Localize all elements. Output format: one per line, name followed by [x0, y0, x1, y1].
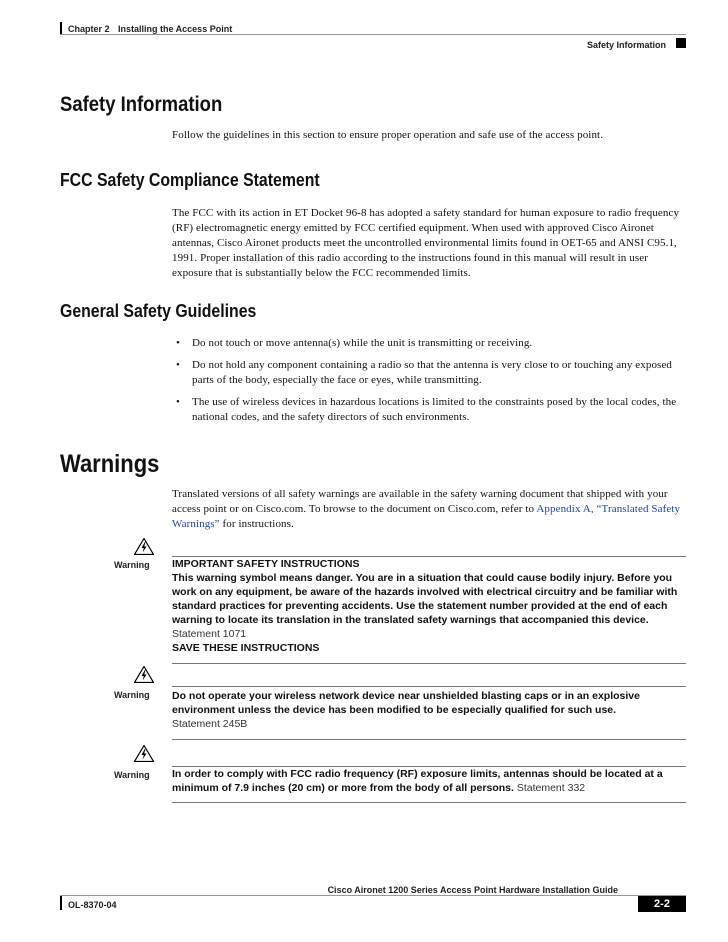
warning-icon [134, 538, 154, 555]
list-item [172, 395, 686, 425]
chapter-number: Chapter 2 [68, 24, 110, 34]
warning-footer: SAVE THESE INSTRUCTIONS [172, 642, 320, 654]
warnings-intro-tail: for instructions. [219, 518, 294, 530]
warning-text-1 [172, 557, 686, 655]
header-rule [60, 34, 686, 35]
header-section-title: Safety Information [586, 40, 666, 50]
fcc-heading: FCC Safety Compliance Statement [60, 170, 320, 190]
warning-icon [134, 666, 154, 683]
header-marker [676, 38, 686, 48]
warnings-heading: Warnings [60, 450, 160, 478]
warning-text-2 [172, 689, 686, 731]
list-item [172, 358, 686, 388]
warning-separator [172, 663, 686, 664]
bullet-icon: • [176, 359, 180, 371]
warning-statement: Statement 245B [172, 718, 248, 730]
list-item [172, 336, 686, 351]
appendix-a-link[interactable]: Appendix A, “Translated Safety Warnings” [172, 503, 681, 530]
footer-bar [60, 896, 62, 910]
warning-label: Warning [114, 770, 150, 780]
page-number: 2-2 [638, 896, 686, 912]
safety-intro: Follow the guidelines in this section to ensure proper operation and safe use of the access point. [172, 129, 604, 141]
warning-title: IMPORTANT SAFETY INSTRUCTIONS [172, 558, 360, 570]
general-heading: General Safety Guidelines [60, 301, 257, 321]
warning-body: This warning symbol means danger. You are in a situation that could cause bodily injury. Before you work on any equipment, be aware of the hazards involved with electrical circuitry and be familiar with standard practices for preventing accidents. Use the statement number provided at the end of each warning to locate its translation in the translated safety warnings that accompanied this device. [172, 572, 678, 626]
warning-separator [172, 802, 686, 803]
chapter-title: Installing the Access Point [118, 24, 233, 34]
safety-heading: Safety Information [60, 93, 223, 116]
fcc-body: The FCC with its action in ET Docket 96-8 has adopted a safety standard for human exposure to radio frequency (RF) electromagnetic energy emitted by FCC certified equipment. When used with approved Cisco Aironet antennas, Cisco Aironet products meet the uncontrolled environmental limits found in OET-65 and ANSI C95.1, 1991. Proper installation of this radio according to the instructions found in this manual will result in user exposure that is substantially below the FCC recommended limits. [172, 207, 680, 279]
warning-statement: Statement 1071 [172, 628, 247, 640]
warning-separator [172, 739, 686, 740]
footer-rule [60, 895, 686, 896]
guidelines-list [172, 336, 686, 432]
bullet-icon: • [176, 396, 180, 408]
warning-icon [134, 745, 154, 762]
warning-statement: Statement 332 [516, 782, 586, 794]
warning-text-3 [172, 767, 686, 795]
list-item-text: The use of wireless devices in hazardous locations is limited to the constraints posed by the local codes, the national codes, and the safety directors of such environments. [192, 396, 677, 423]
warning-label: Warning [114, 560, 150, 570]
warning-rule [172, 686, 686, 687]
bullet-icon: • [176, 337, 180, 349]
list-item-text: Do not hold any component containing a radio so that the antenna is very close to or touching any exposed parts of the body, especially the face or eyes, while transmitting. [192, 359, 673, 386]
footer-doc-number: OL-8370-04 [68, 900, 117, 910]
warnings-intro-text: Translated versions of all safety warnings are available in the safety warning document that shipped with your access point or on Cisco.com. To browse to the document on Cisco.com, refer to [172, 488, 668, 515]
warnings-intro [172, 487, 686, 532]
warning-label: Warning [114, 690, 150, 700]
warning-body: Do not operate your wireless network device near unshielded blasting caps or in an explosive environment unless the device has been modified to be especially qualified for such use. [172, 690, 640, 716]
warning-body: In order to comply with FCC radio frequency (RF) exposure limits, antennas should be located at a minimum of 7.9 inches (20 cm) or more from the body of all persons. [172, 768, 663, 794]
footer-guide-title: Cisco Aironet 1200 Series Access Point Hardware Installation Guide [327, 885, 618, 895]
list-item-text: Do not touch or move antenna(s) while the unit is transmitting or receiving. [192, 337, 533, 349]
